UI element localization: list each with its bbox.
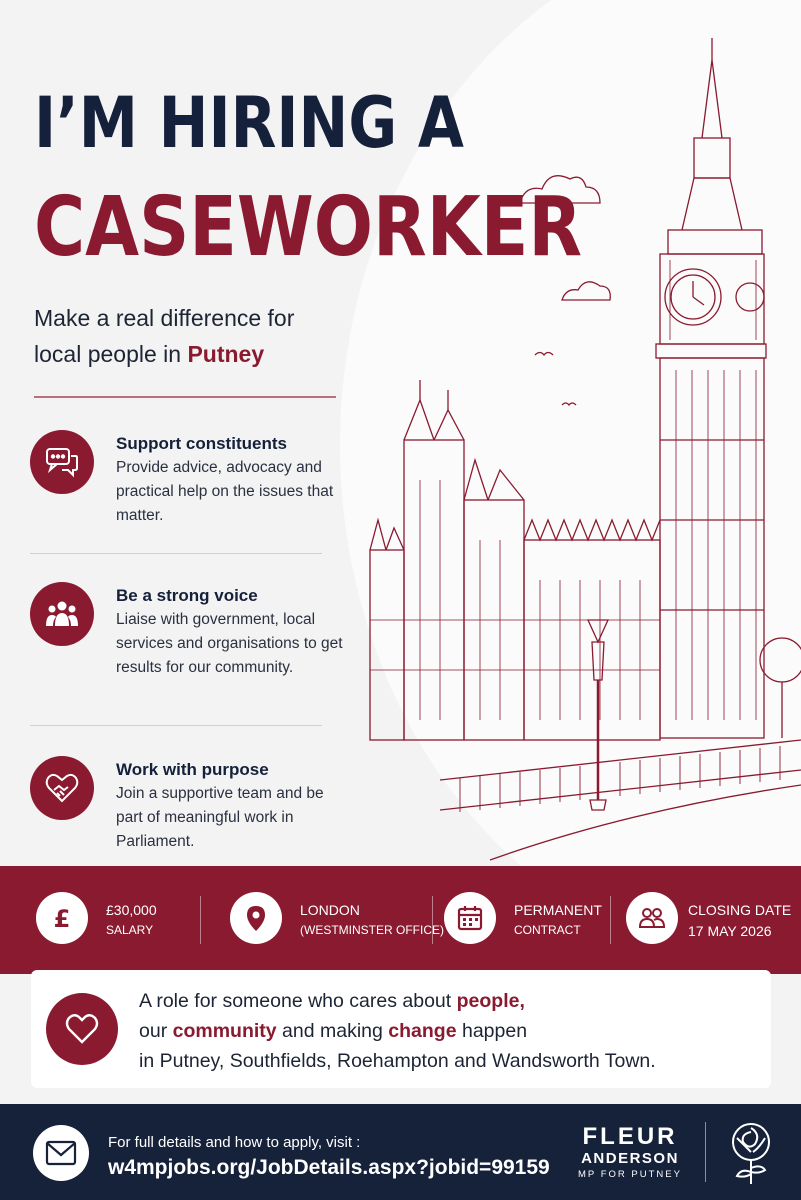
closing-date-label: CLOSING DATE [688, 902, 792, 918]
subtitle-line-2 [34, 336, 294, 372]
heart-handshake-icon [30, 756, 94, 820]
role-highlight: people [456, 990, 520, 1012]
job-info-band [0, 866, 801, 974]
speech-bubbles-icon [30, 430, 94, 494]
location-value: LONDON [300, 902, 360, 918]
role-text: our [139, 1020, 173, 1042]
role-line-2 [139, 1016, 759, 1046]
feature-item [30, 756, 330, 856]
salary-value: £30,000 [106, 902, 157, 918]
brand-role: MP FOR PUTNEY [578, 1169, 682, 1180]
role-text: A role for someone who cares about [139, 990, 457, 1012]
feature-divider [30, 553, 322, 554]
role-text: , [519, 990, 525, 1012]
role-text: happen [456, 1020, 528, 1042]
role-description [139, 986, 759, 1076]
role-highlight: community [172, 1020, 277, 1042]
role-highlight: change [388, 1020, 457, 1042]
contract-label: CONTRACT [514, 923, 581, 937]
feature-heading: Work with purpose [116, 760, 269, 779]
contract-info [444, 888, 614, 948]
brand-first-name: FLEUR [582, 1123, 678, 1150]
role-line-3: in Putney, Southfields, Roehampton and Wandsworth Town. [139, 1050, 656, 1072]
location-info [230, 888, 444, 948]
role-text: and making [276, 1020, 389, 1042]
role-line-1 [139, 986, 759, 1016]
headline-line-1: I’M HIRING A [34, 82, 464, 164]
feature-body: Provide advice, advocacy and practical help on the issues that matter. [116, 459, 334, 524]
headline-line-2: CASEWORKER [34, 180, 583, 275]
people-group-icon [30, 582, 94, 646]
rose-icon [721, 1118, 781, 1188]
subtitle-line-1: Make a real difference for [34, 305, 295, 331]
people-icon [626, 892, 678, 944]
closing-date-value: 17 MAY 2026 [688, 923, 772, 939]
envelope-icon [33, 1125, 89, 1181]
heart-icon [46, 993, 118, 1065]
feature-divider [30, 725, 322, 726]
contract-type: PERMANENT [514, 902, 602, 918]
closing-date-info [626, 888, 801, 948]
pound-icon [36, 892, 88, 944]
location-pin-icon [230, 892, 282, 944]
info-separator [610, 896, 611, 944]
info-separator [432, 896, 433, 944]
location-detail: (WESTMINSTER OFFICE) [300, 923, 444, 937]
feature-heading: Be a strong voice [116, 586, 258, 605]
salary-info [36, 888, 196, 948]
apply-prompt: For full details and how to apply, visit : [108, 1134, 361, 1151]
feature-body: Liaise with government, local services and organisations to get results for our community. [116, 611, 343, 676]
feature-item [30, 430, 334, 540]
brand-last-name: ANDERSON [581, 1150, 679, 1167]
feature-item [30, 582, 343, 702]
svg-text:£: £ [53, 905, 71, 933]
divider [34, 396, 336, 398]
salary-label: SALARY [106, 923, 154, 937]
subtitle-highlight: Putney [187, 341, 265, 367]
footer [0, 1104, 801, 1200]
calendar-icon [444, 892, 496, 944]
subtitle-prefix: local people in [34, 341, 188, 367]
subtitle [34, 300, 294, 372]
apply-link[interactable]: w4mpjobs.org/JobDetails.aspx?jobid=99159 [108, 1156, 550, 1179]
role-description-card [31, 970, 771, 1088]
info-separator [200, 896, 201, 944]
feature-body: Join a supportive team and be part of meaningful work in Parliament. [116, 785, 324, 850]
brand-separator [705, 1122, 706, 1182]
mp-brand-logo [574, 1124, 686, 1182]
feature-heading: Support constituents [116, 434, 287, 453]
